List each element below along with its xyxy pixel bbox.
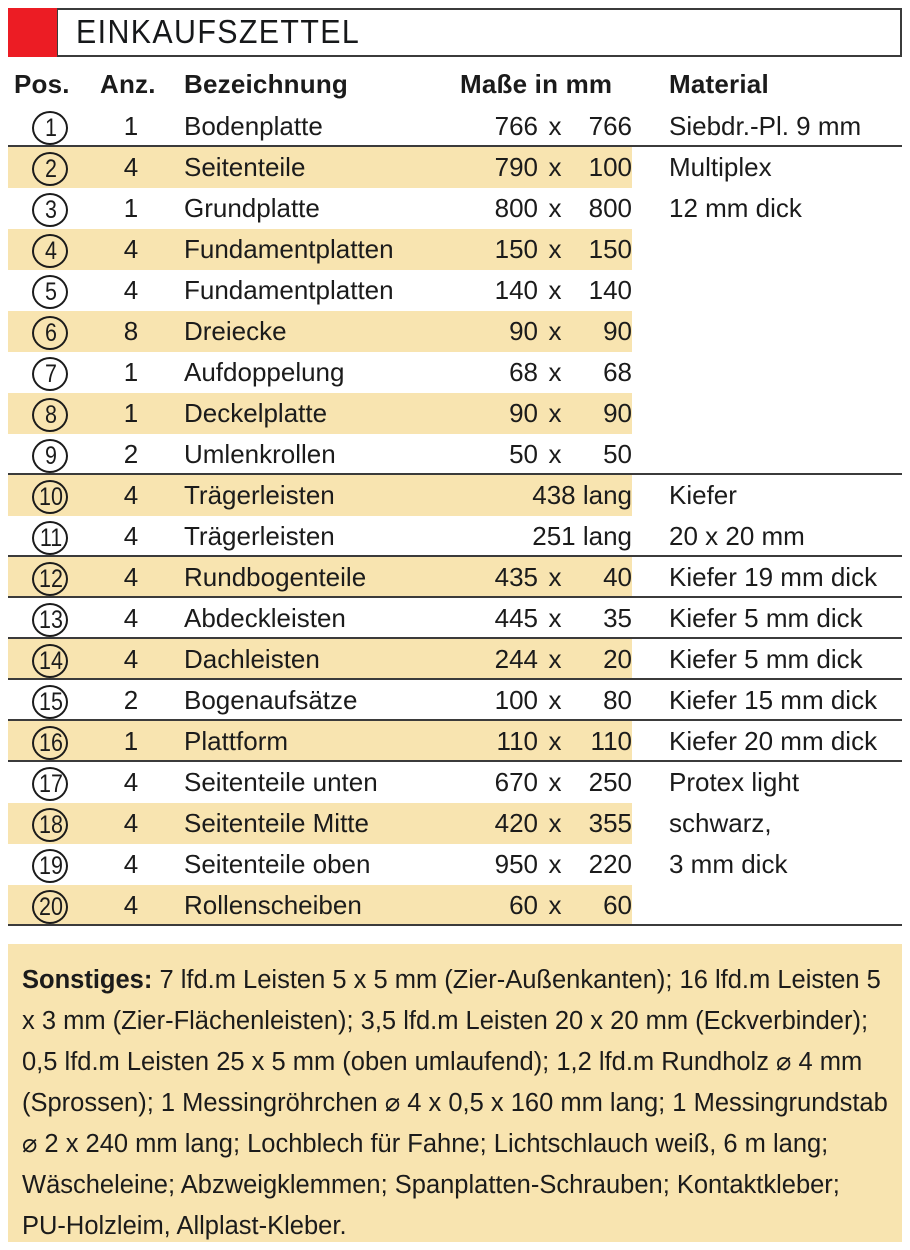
position-number xyxy=(18,680,84,722)
circled-number-icon: 1 xyxy=(31,108,71,148)
quantity-value: 4 xyxy=(123,480,139,510)
material-value: Kiefer 15 mm dick xyxy=(669,685,878,715)
column-header-pos: Pos. xyxy=(14,69,70,99)
dimension-separator: x xyxy=(548,357,562,387)
dimension-height: 800 xyxy=(588,193,632,223)
part-name: Dreiecke xyxy=(184,316,287,346)
sonstiges-text xyxy=(22,960,888,1247)
table-row xyxy=(8,516,902,557)
dimension-height: 250 xyxy=(588,767,632,797)
part-name: Rundbogenteile xyxy=(184,562,367,592)
dimension-width: 68 xyxy=(509,357,538,387)
dimension-height: 35 xyxy=(603,603,632,633)
material-value: Kiefer 19 mm dick xyxy=(669,562,878,592)
dimension-separator: x xyxy=(548,234,562,264)
table-row xyxy=(8,147,902,188)
table-row xyxy=(8,762,902,803)
dimension-height: 90 xyxy=(603,398,632,428)
quantity-value: 2 xyxy=(123,439,139,469)
dimension-height: 140 xyxy=(588,275,632,305)
dimension-width: 110 xyxy=(496,726,538,756)
row-separator xyxy=(8,760,902,762)
dimension-width: 435 xyxy=(494,562,538,592)
material-value: 3 mm dick xyxy=(669,849,788,879)
quantity-value: 4 xyxy=(123,849,139,879)
part-name: Dachleisten xyxy=(184,644,320,674)
circled-number-icon: 8 xyxy=(31,395,71,435)
row-separator xyxy=(8,473,902,475)
circled-number-icon: 10 xyxy=(31,477,71,517)
part-name: Bogenaufsätze xyxy=(184,685,358,715)
parts-table xyxy=(8,62,902,926)
material-value: Kiefer 20 mm dick xyxy=(669,726,878,756)
quantity-value: 4 xyxy=(123,234,139,264)
page-title: EINKAUFSZETTEL xyxy=(76,13,361,50)
table-row xyxy=(8,106,902,147)
dimension-separator: x xyxy=(548,111,562,141)
table-row xyxy=(8,229,902,270)
table-row xyxy=(8,434,902,475)
circled-number-icon: 9 xyxy=(31,436,71,476)
dimension-value: 251 lang xyxy=(532,521,632,551)
table-row xyxy=(8,721,902,762)
dimension-width: 150 xyxy=(494,234,538,264)
dimension-separator: x xyxy=(548,439,562,469)
dimension-width: 90 xyxy=(509,316,538,346)
position-number xyxy=(18,229,84,271)
quantity-value: 4 xyxy=(123,152,139,182)
dimension-height: 60 xyxy=(603,890,632,920)
position-number xyxy=(18,516,84,558)
part-name: Trägerleisten xyxy=(184,480,335,510)
part-name: Seitenteile Mitte xyxy=(184,808,369,838)
quantity-value: 1 xyxy=(123,193,139,223)
position-number xyxy=(18,311,84,353)
row-separator xyxy=(8,678,902,680)
dimension-value: 438 lang xyxy=(532,480,632,510)
quantity-value: 4 xyxy=(123,644,139,674)
table-row xyxy=(8,311,902,352)
position-number xyxy=(18,844,84,886)
dimension-separator: x xyxy=(548,644,562,674)
table-row xyxy=(8,803,902,844)
dimension-width: 800 xyxy=(494,193,538,223)
table-row xyxy=(8,844,902,885)
row-separator xyxy=(8,924,902,926)
circled-number-icon: 3 xyxy=(31,190,71,230)
position-number xyxy=(18,803,84,845)
quantity-value: 4 xyxy=(123,603,139,633)
dimension-height: 80 xyxy=(603,685,632,715)
dimension-width: 670 xyxy=(494,767,538,797)
dimension-height: 110 xyxy=(590,726,632,756)
quantity-value: 1 xyxy=(123,357,139,387)
dimension-height: 90 xyxy=(603,316,632,346)
dimension-separator: x xyxy=(548,562,562,592)
sonstiges-panel xyxy=(8,944,902,1242)
dimension-width: 445 xyxy=(494,603,538,633)
material-value: Kiefer xyxy=(669,480,737,510)
sonstiges-label: Sonstiges: xyxy=(22,966,153,994)
table-row xyxy=(8,188,902,229)
part-name: Trägerleisten xyxy=(184,521,335,551)
part-name: Grundplatte xyxy=(184,193,320,223)
position-number xyxy=(18,147,84,189)
dimension-width: 950 xyxy=(494,849,538,879)
material-value: Protex light xyxy=(669,767,800,797)
part-name: Plattform xyxy=(184,726,289,756)
red-swatch-icon xyxy=(8,8,57,57)
part-name: Fundamentplatten xyxy=(184,275,394,305)
dimension-width: 90 xyxy=(509,398,538,428)
dimension-separator: x xyxy=(548,193,562,223)
position-number xyxy=(18,557,84,599)
circled-number-icon: 11 xyxy=(31,518,71,558)
dimension-width: 766 xyxy=(494,111,538,141)
position-number xyxy=(18,721,84,763)
row-separator xyxy=(8,637,902,639)
table-row xyxy=(8,885,902,926)
material-value: Kiefer 5 mm dick xyxy=(669,644,863,674)
circled-number-icon: 2 xyxy=(31,149,71,189)
position-number xyxy=(18,393,84,435)
position-number xyxy=(18,639,84,681)
material-value: Multiplex xyxy=(669,152,772,182)
dimension-separator: x xyxy=(548,316,562,346)
circled-number-icon: 5 xyxy=(31,272,71,312)
circled-number-icon: 20 xyxy=(31,887,71,927)
dimension-width: 244 xyxy=(494,644,538,674)
material-value: Siebdr.-Pl. 9 mm xyxy=(669,111,862,141)
dimension-separator: x xyxy=(548,890,562,920)
part-name: Bodenplatte xyxy=(184,111,323,141)
part-name: Rollenscheiben xyxy=(184,890,362,920)
dimension-separator: x xyxy=(548,849,562,879)
dimension-separator: x xyxy=(548,767,562,797)
table-row xyxy=(8,352,902,393)
quantity-value: 4 xyxy=(123,808,139,838)
part-name: Deckelplatte xyxy=(184,398,328,428)
position-number xyxy=(18,434,84,476)
material-value: schwarz, xyxy=(669,808,772,838)
quantity-value: 4 xyxy=(123,562,139,592)
position-number xyxy=(18,188,84,230)
dimension-width: 50 xyxy=(509,439,538,469)
dimension-width: 420 xyxy=(494,808,538,838)
sonstiges-body: 7 lfd.m Leisten 5 x 5 mm (Zier-Außenkanten); 16 lfd.m Leisten 5 x 3 mm (Zier-Flächenleisten); 3,5 lfd.m Leisten 20 x 20 mm (Eckverbinder); 0,5 lfd.m Leisten 25 x 5 mm (oben umlaufend); 1,2 lfd.m Rundholz ⌀ 4 mm (Sprossen); 1 Messingröhrchen ⌀ 4 x 0,5 x 160 mm lang; 1 Messingrundstab ⌀ 2 x 240 mm lang; Lochblech für Fahne; Lichtschlauch weiß, 6 m lang; Wäscheleine; Abzweigklemmen; Spanplatten-Schrauben; Kontaktkleber; PU-Holzleim, Allplast-Kleber. xyxy=(22,966,888,1240)
dimension-height: 100 xyxy=(588,152,632,182)
material-value: Kiefer 5 mm dick xyxy=(669,603,863,633)
quantity-value: 4 xyxy=(123,275,139,305)
position-number xyxy=(18,885,84,927)
dimension-separator: x xyxy=(548,685,562,715)
quantity-value: 2 xyxy=(123,685,139,715)
dimension-height: 220 xyxy=(588,849,632,879)
part-name: Seitenteile xyxy=(184,152,306,182)
dimension-width: 100 xyxy=(494,685,538,715)
column-header-bezeichnung: Bezeichnung xyxy=(184,69,348,99)
circled-number-icon: 12 xyxy=(31,559,71,599)
circled-number-icon: 7 xyxy=(31,354,71,394)
dimension-height: 40 xyxy=(603,562,632,592)
quantity-value: 1 xyxy=(123,726,139,756)
position-number xyxy=(18,106,84,148)
title-bar xyxy=(8,8,902,57)
material-value: 20 x 20 mm xyxy=(669,521,805,551)
dimension-height: 20 xyxy=(603,644,632,674)
quantity-value: 4 xyxy=(123,521,139,551)
circled-number-icon: 18 xyxy=(31,805,71,845)
dimension-height: 50 xyxy=(603,439,632,469)
part-name: Fundamentplatten xyxy=(184,234,394,264)
table-row xyxy=(8,639,902,680)
table-row xyxy=(8,598,902,639)
part-name: Seitenteile oben xyxy=(184,849,371,879)
part-name: Umlenkrollen xyxy=(184,439,336,469)
dimension-separator: x xyxy=(548,275,562,305)
dimension-separator: x xyxy=(548,398,562,428)
dimension-height: 68 xyxy=(603,357,632,387)
dimension-separator: x xyxy=(548,152,562,182)
circled-number-icon: 19 xyxy=(31,846,71,886)
dimension-separator: x xyxy=(548,808,562,838)
quantity-value: 1 xyxy=(123,111,139,141)
circled-number-icon: 16 xyxy=(31,723,71,763)
position-number xyxy=(18,270,84,312)
part-name: Aufdoppelung xyxy=(184,357,345,387)
dimension-height: 150 xyxy=(588,234,632,264)
circled-number-icon: 17 xyxy=(31,764,71,804)
quantity-value: 4 xyxy=(123,767,139,797)
position-number xyxy=(18,352,84,394)
row-separator xyxy=(8,145,902,147)
circled-number-icon: 6 xyxy=(31,313,71,353)
dimension-separator: x xyxy=(548,726,562,756)
part-name: Seitenteile unten xyxy=(184,767,378,797)
material-value: 12 mm dick xyxy=(669,193,802,223)
position-number xyxy=(18,598,84,640)
table-row xyxy=(8,680,902,721)
part-name: Abdeckleisten xyxy=(184,603,346,633)
row-separator xyxy=(8,596,902,598)
dimension-width: 60 xyxy=(509,890,538,920)
table-header-row xyxy=(8,62,902,106)
circled-number-icon: 14 xyxy=(31,641,71,681)
circled-number-icon: 13 xyxy=(31,600,71,640)
table-row xyxy=(8,270,902,311)
dimension-separator: x xyxy=(548,603,562,633)
table-row xyxy=(8,393,902,434)
dimension-width: 790 xyxy=(494,152,538,182)
column-header-masse: Maße in mm xyxy=(460,69,613,99)
dimension-height: 766 xyxy=(588,111,632,141)
column-header-anz: Anz. xyxy=(100,69,156,99)
dimension-width: 140 xyxy=(494,275,538,305)
table-row xyxy=(8,475,902,516)
row-separator xyxy=(8,555,902,557)
table-row xyxy=(8,557,902,598)
column-header-material: Material xyxy=(669,69,769,99)
dimension-height: 355 xyxy=(588,808,632,838)
circled-number-icon: 15 xyxy=(31,682,71,722)
quantity-value: 1 xyxy=(123,398,139,428)
circled-number-icon: 4 xyxy=(31,231,71,271)
position-number xyxy=(18,475,84,517)
quantity-value: 4 xyxy=(123,890,139,920)
row-separator xyxy=(8,719,902,721)
position-number xyxy=(18,762,84,804)
quantity-value: 8 xyxy=(123,316,139,346)
